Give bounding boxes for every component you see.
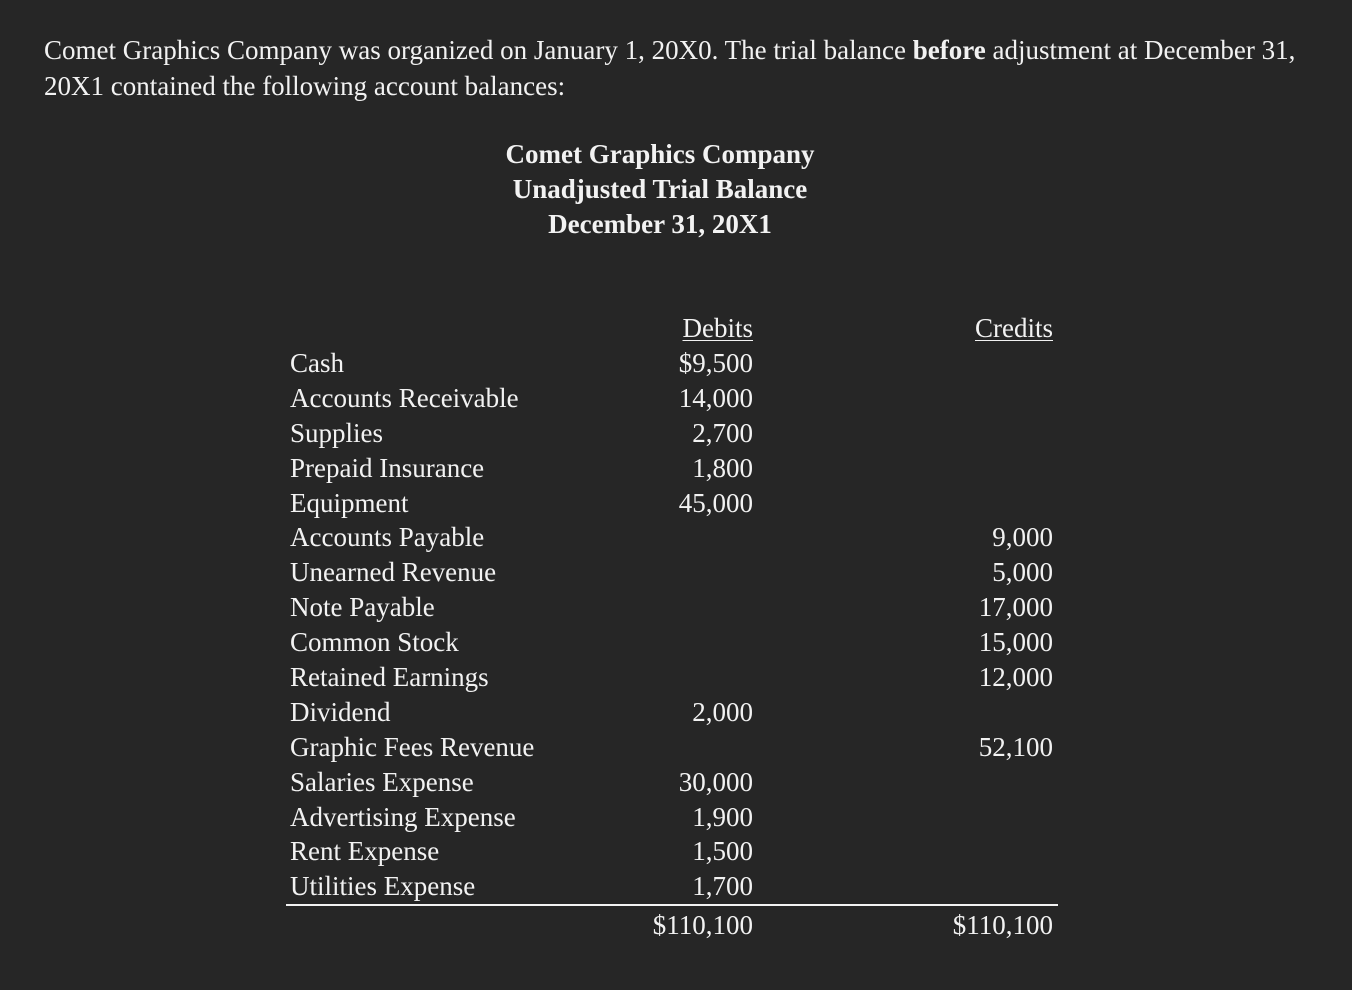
table-row [0,590,1352,625]
totals-rule [286,904,1058,906]
account-name: Accounts Receivable [290,382,519,413]
table-row [0,416,1352,451]
account-name: Advertising Expense [290,801,516,832]
account-name: Note Payable [290,592,435,623]
debit-amount: 1,700 [692,871,753,902]
debit-amount: 14,000 [678,382,753,413]
credits-column-header: Credits [975,313,1053,343]
table-row [0,730,1352,765]
table-row [0,695,1352,730]
trial-balance-rows [0,346,1352,904]
debits-column-header: Debits [682,313,753,343]
account-name: Dividend [290,696,391,727]
account-name: Cash [290,348,344,378]
table-row [0,555,1352,590]
account-name: Utilities Expense [290,871,476,902]
account-name: Equipment [290,487,409,518]
statement-date: December 31, 20X1 [548,209,772,239]
intro-text-1: Comet Graphics Company was organized on January 1, 20X0. The trial balance [44,35,913,65]
credit-amount: 15,000 [978,627,1053,658]
table-row [0,486,1352,521]
table-row [0,451,1352,486]
debit-amount: 45,000 [678,487,753,518]
table-row [0,869,1352,904]
debit-amount: 1,500 [692,836,753,867]
debit-amount: 1,900 [692,801,753,832]
table-row [0,346,1352,381]
credit-amount: 52,100 [978,731,1053,762]
account-name: Common Stock [290,627,459,658]
account-name: Accounts Payable [290,522,485,553]
credit-amount: 12,000 [978,662,1053,693]
table-row [0,625,1352,660]
statement-heading [440,137,880,242]
debit-amount: 2,700 [692,417,753,448]
table-row [0,834,1352,869]
debit-amount: 1,800 [692,452,753,483]
credit-amount: 5,000 [992,557,1053,588]
intro-bold-word: before [912,35,986,65]
account-name: Retained Earnings [290,662,489,693]
intro-paragraph [44,32,1334,104]
credit-total: $110,100 [952,910,1053,940]
credit-amount: 9,000 [992,522,1053,553]
debit-amount: $9,500 [678,348,753,378]
statement-title: Unadjusted Trial Balance [512,174,808,204]
intro-text-2: adjustment at December 31, 20X1 contained the following account balances: [44,35,1296,101]
account-name: Supplies [290,417,384,448]
debit-amount: 2,000 [692,696,753,727]
table-row [0,800,1352,835]
debit-amount: 30,000 [678,766,753,797]
account-name: Unearned Revenue [290,557,497,588]
credit-amount: 17,000 [978,592,1053,623]
table-row [0,381,1352,416]
table-row [0,660,1352,695]
account-name: Rent Expense [290,836,440,867]
debit-total: $110,100 [652,910,753,940]
table-row [0,765,1352,800]
account-name: Graphic Fees Revenue [290,731,535,762]
company-name: Comet Graphics Company [505,139,815,169]
totals-row [0,907,1352,943]
table-row [0,520,1352,555]
account-name: Prepaid Insurance [290,452,485,483]
account-name: Salaries Expense [290,766,474,797]
